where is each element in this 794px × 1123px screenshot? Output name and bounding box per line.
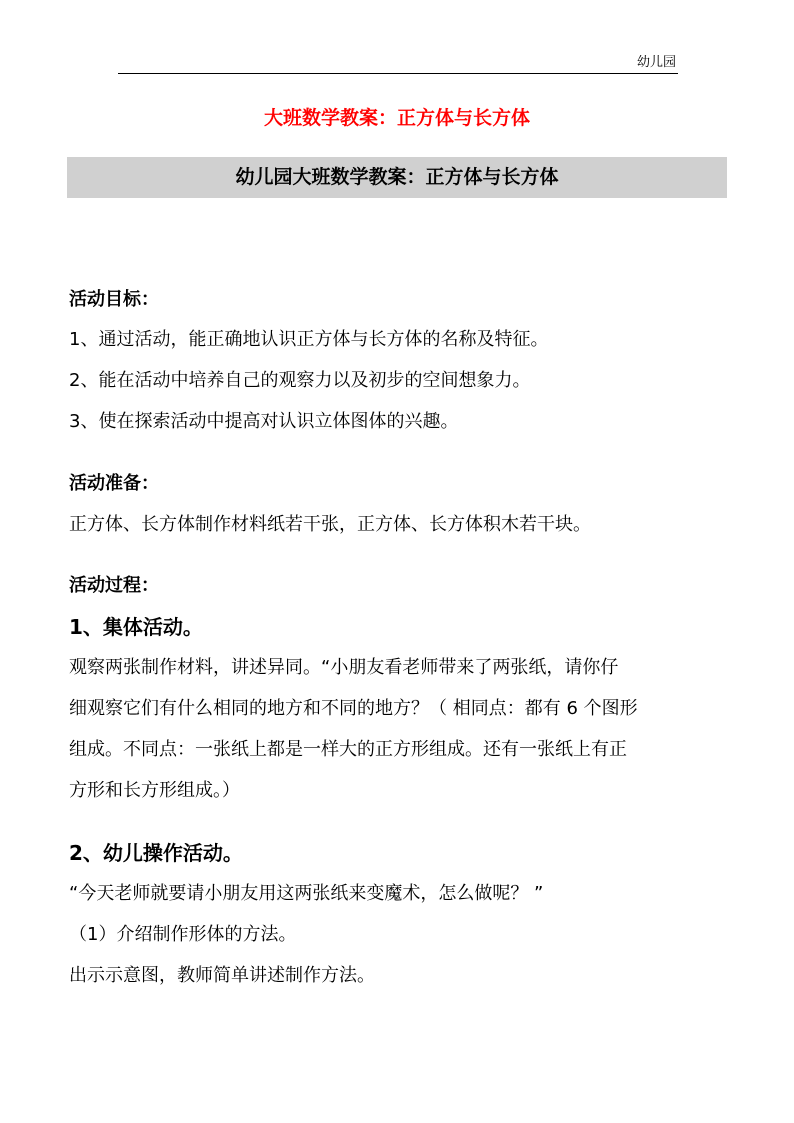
banner-title: 幼儿园大班数学教案：正方体与长方体 xyxy=(67,157,727,198)
goal-item-3: 3、使在探索活动中提高对认识立体图体的兴趣。 xyxy=(69,411,459,432)
goal-item-1: 1、通过活动，能正确地认识正方体与长方体的名称及特征。 xyxy=(69,329,549,350)
step2-line-1: “今天老师就要请小朋友用这两张纸来变魔术，怎么做呢？ ” xyxy=(69,883,544,904)
header-rule xyxy=(118,73,678,74)
step1-line-3: 组成。不同点：一张纸上都是一样大的正方形组成。还有一张纸上有正 xyxy=(69,739,627,760)
prep-heading: 活动准备： xyxy=(69,473,159,494)
process-heading: 活动过程： xyxy=(69,575,159,596)
prep-text: 正方体、长方体制作材料纸若干张，正方体、长方体积木若干块。 xyxy=(69,514,591,535)
step1-heading: 1、集体活动。 xyxy=(69,615,203,639)
step1-line-1: 观察两张制作材料，讲述异同。“小朋友看老师带来了两张纸，请你仔 xyxy=(69,657,619,678)
header-label: 幼儿园 xyxy=(636,55,676,70)
page-title: 大班数学教案：正方体与长方体 xyxy=(263,107,530,129)
step2-line-3: 出示示意图，教师简单讲述制作方法。 xyxy=(69,965,375,986)
step2-heading: 2、幼儿操作活动。 xyxy=(69,841,243,865)
goal-item-2: 2、能在活动中培养自己的观察力以及初步的空间想象力。 xyxy=(69,370,531,391)
goals-heading: 活动目标： xyxy=(69,289,159,310)
step1-line-4: 方形和长方形组成。） xyxy=(69,780,240,801)
step2-line-2: （1）介绍制作形体的方法。 xyxy=(69,924,297,945)
step1-line-2: 细观察它们有什么相同的地方和不同的地方？（ 相同点：都有 6 个图形 xyxy=(69,698,638,719)
